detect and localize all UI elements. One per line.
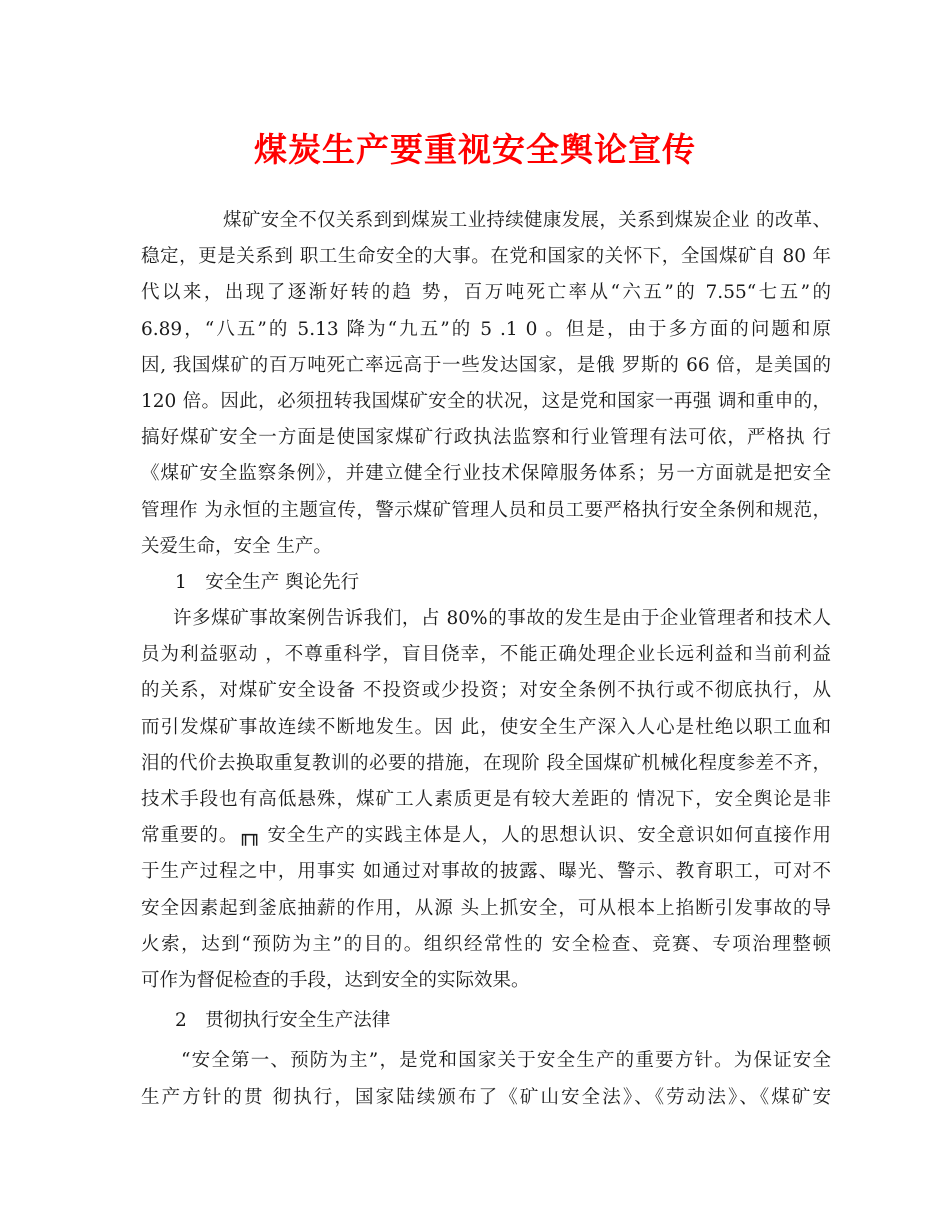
text-line: 火索，达到“预防为主”的目的。组织经常性的 安全检查、竞赛、专项治理整顿: [141, 933, 831, 955]
text-line: 许多煤矿事故案例告诉我们，占 80%的事故的发生是由于企业管理者和技术人: [173, 608, 831, 630]
text-line: 6.89，“八五”的 5.13 降为“九五”的 5 .1 0 。但是，由于多方面的问题和原: [141, 318, 831, 340]
text-line: 生产方针的贯 彻执行，国家陆续颁布了《矿山安全法》、《劳动法》、《煤矿安: [141, 1086, 831, 1108]
text-line: 稳定，更是关系到 职工生命安全的大事。在党和国家的关怀下，全国煤矿自 80 年: [141, 246, 831, 268]
text-line: 技术手段也有高低悬殊，煤矿工人素质更是有较大差距的 情况下，安全舆论是非: [141, 789, 831, 810]
text-line: 的关系，对煤矿安全设备 不投资或少投资；对安全条例不执行或不彻底执行，从: [141, 680, 831, 702]
text-line: “安全第一、预防为主”，是党和国家关于安全生产的重要方针。为保证安全: [181, 1050, 831, 1072]
text-line: 可作为督促检查的手段，达到安全的实际效果。: [141, 969, 530, 991]
section-heading: 1 安全生产 舆论先行: [175, 571, 360, 593]
document-body: [141, 203, 831, 1116]
text-line: 安全因素起到釜底抽薪的作用，从源 头上抓安全，可从根本上掐断引发事故的导: [141, 897, 831, 919]
text-line: 120 倍。因此，必须扭转我国煤矿安全的状况，这是党和国家一再强 调和重申的，: [141, 390, 831, 412]
text-line: 管理作 为永恒的主题宣传，警示煤矿管理人员和员工要严格执行安全条例和规范，: [141, 499, 831, 521]
text-line: 员为利益驱动 ，不尊重科学，盲目侥幸，不能正确处理企业长远利益和当前利益: [141, 644, 831, 666]
text-line: 而引发煤矿事故连续不断地发生。因 此，使安全生产深入人心是杜绝以职工血和: [141, 716, 831, 738]
text-line: 泪的代价去换取重复教训的必要的措施，在现阶 段全国煤矿机械化程度参差不齐，: [141, 752, 831, 774]
document-title: 煤炭生产要重视安全舆论宣传: [254, 130, 696, 169]
text-line: 搞好煤矿安全一方面是使国家煤矿行政执法监察和行业管理有法可依，严格执 行: [141, 427, 831, 449]
section-heading: 2 贯彻执行安全生产法律: [175, 1010, 391, 1032]
text-line: 常重要的。╓╖ 安全生产的实践主体是人，人的思想认识、安全意识如何直接作用: [141, 825, 831, 847]
text-line: 因, 我国煤矿的百万吨死亡率远高于一些发达国家，是俄 罗斯的 66 倍，是美国的: [141, 354, 831, 376]
text-line: 于生产过程之中，用事实 如通过对事故的披露、曝光、警示、教育职工，可对不: [141, 861, 831, 883]
text-line: 代以来，出现了逐渐好转的趋 势，百万吨死亡率从“六五”的 7.55“七五”的: [141, 282, 831, 304]
text-line: 关爱生命，安全 生产。: [141, 535, 332, 557]
text-line: 《煤矿安全监察条例》，并建立健全行业技术保障服务体系；另一方面就是把安全: [141, 463, 831, 485]
text-line: 煤矿安全不仅关系到到煤炭工业持续健康发展，关系到煤炭企业 的改革、: [223, 210, 831, 231]
